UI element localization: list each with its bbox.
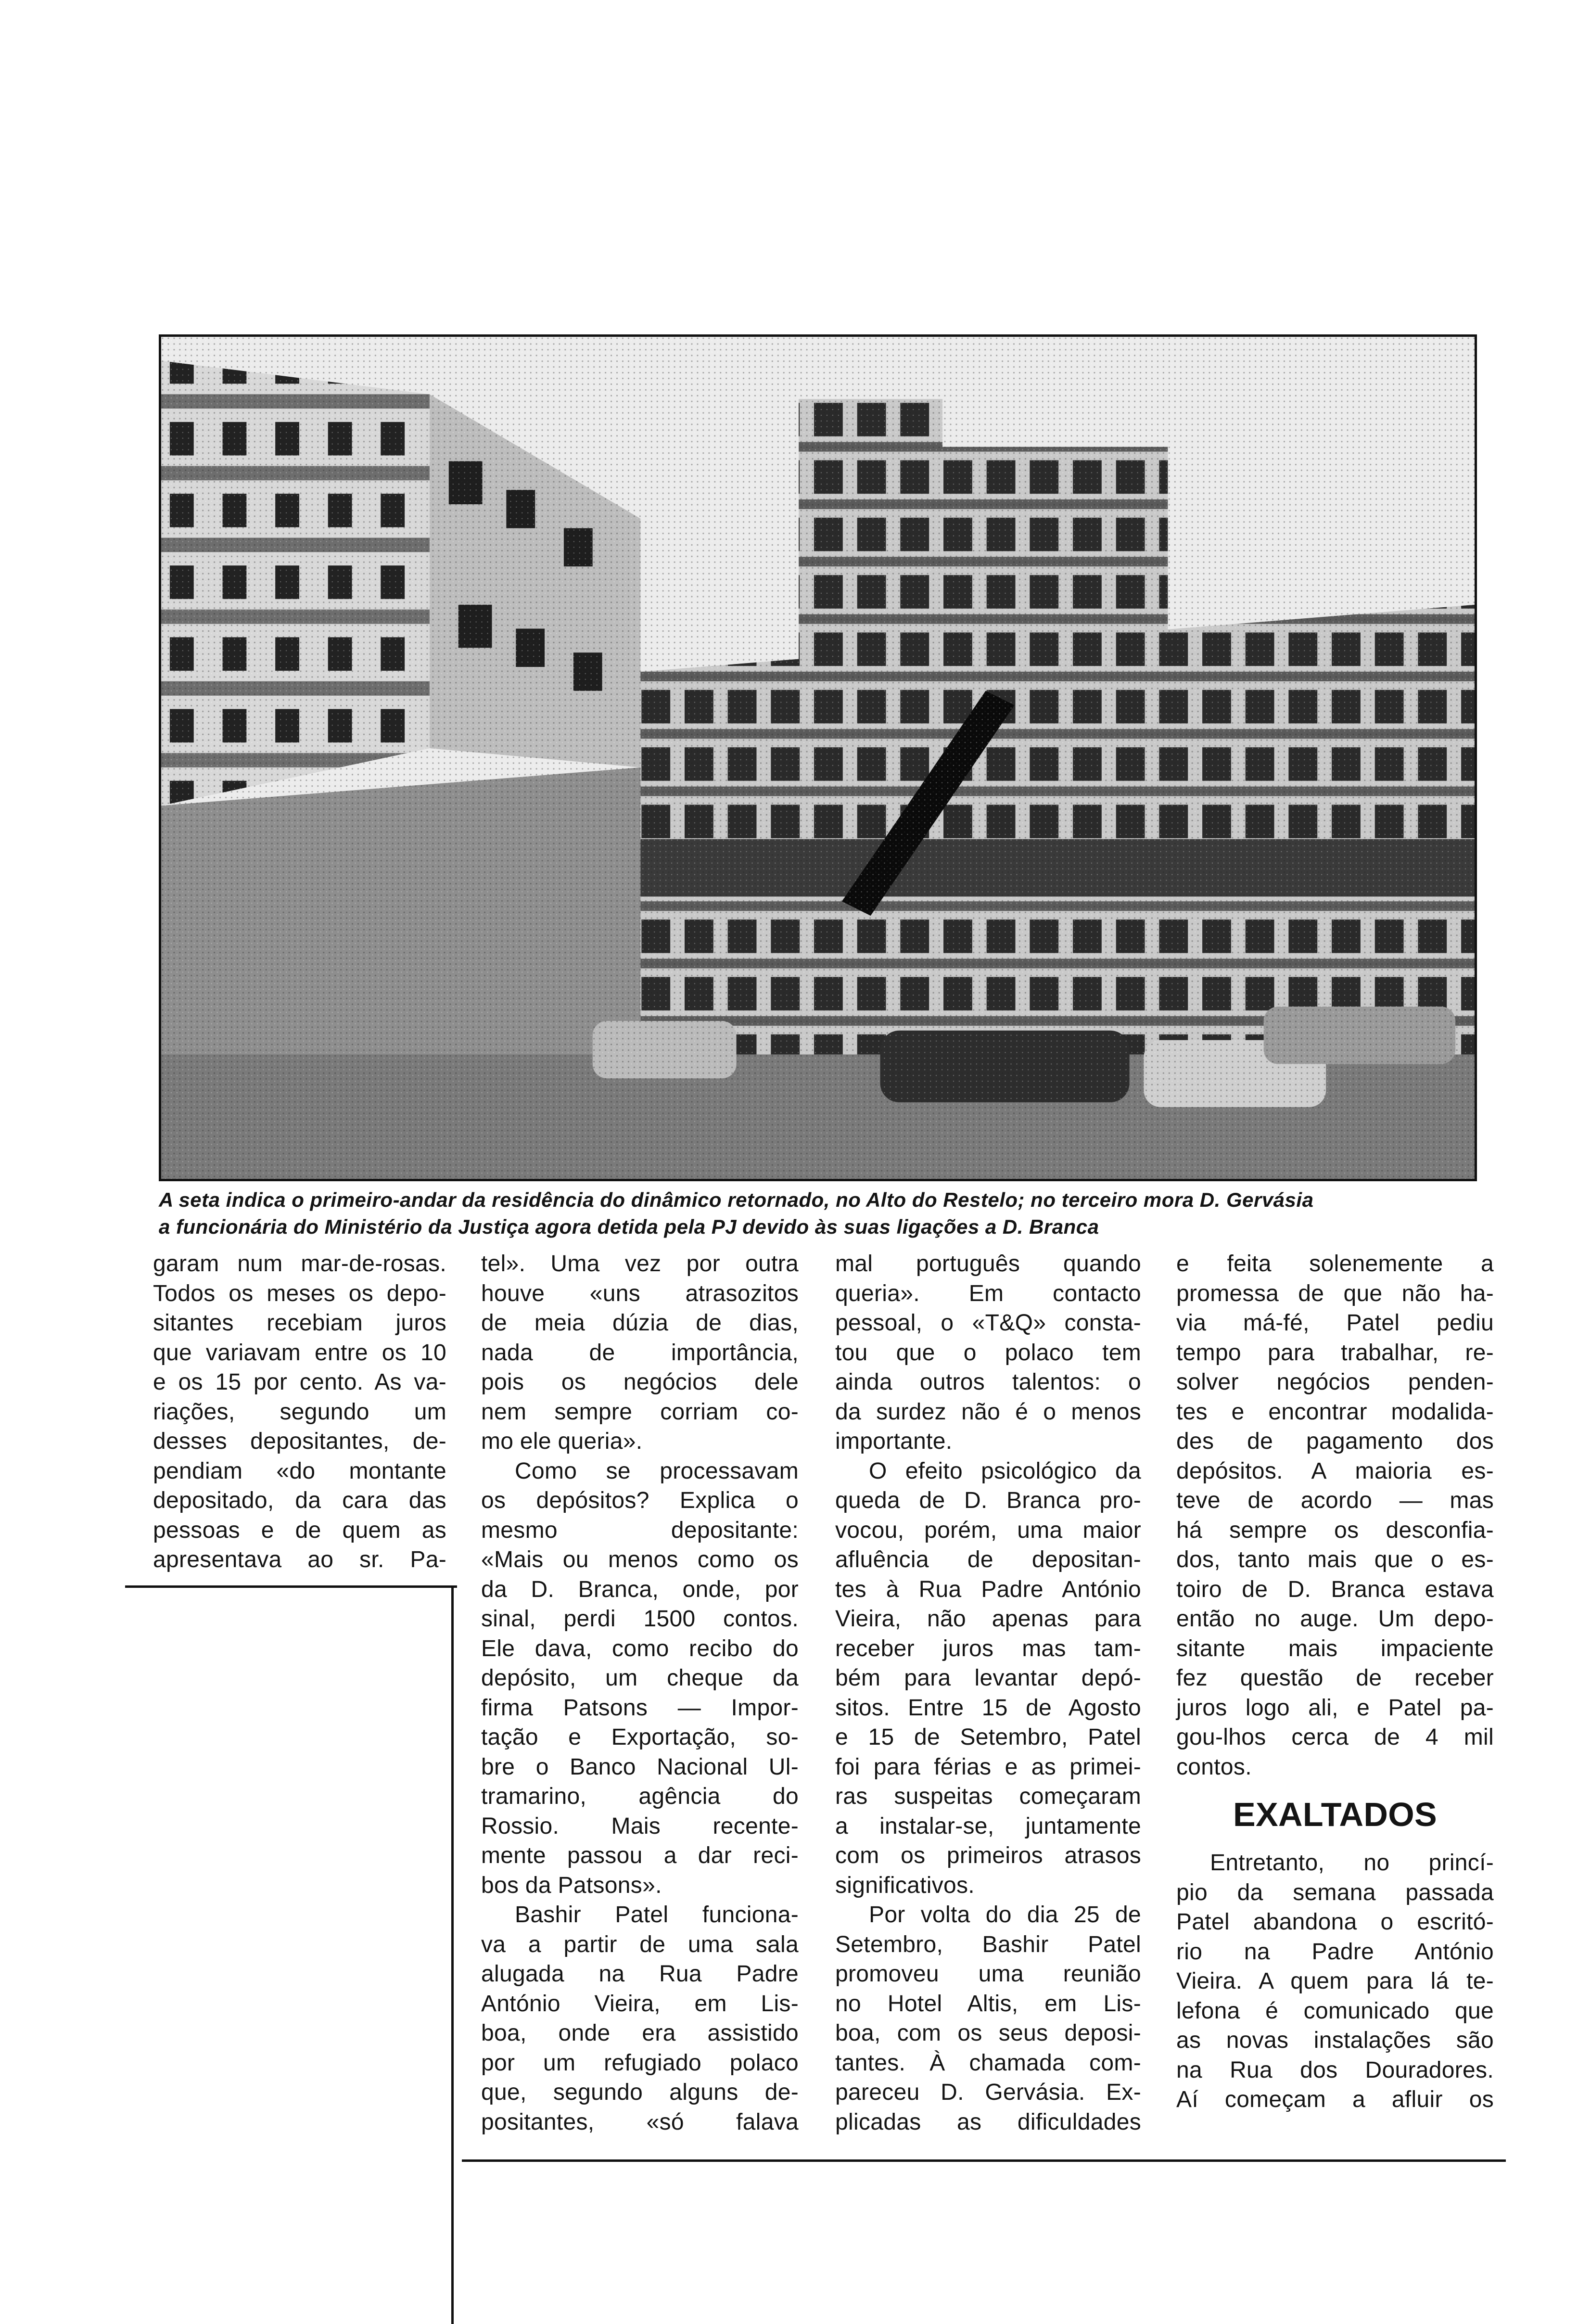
column-2 [481,1249,799,2137]
text-line: sitos. Entre 15 de Agosto [835,1695,1141,1721]
text-line: depósitos. A maioria es- [1176,1458,1494,1484]
article-bottom-rule [462,2159,1506,2162]
text-line: teve de acordo — mas [1176,1488,1494,1513]
text-line: tempo para trabalhar, re- [1176,1340,1494,1366]
text-line: há sempre os desconfia- [1176,1517,1494,1543]
text-line: sinal, perdi 1500 contos. [481,1606,799,1632]
column-1-bottom-rule [125,1585,457,1588]
text-line: bém para levantar depó- [835,1665,1141,1691]
text-line: vocou, porém, uma maior [835,1517,1141,1543]
text-line: apresentava ao sr. Pa- [153,1547,446,1572]
text-line: então no auge. Um depo- [1176,1606,1494,1632]
text-line: boa, com os seus deposi- [835,2020,1141,2046]
text-line: e 15 de Setembro, Patel [835,1724,1141,1750]
text-line: juros logo ali, e Patel pa- [1176,1695,1494,1721]
text-line: promessa de que não ha- [1176,1280,1494,1306]
text-line: no Hotel Altis, em Lis- [835,1991,1141,2017]
column-3 [835,1249,1141,2137]
text-line: mesmo depositante: [481,1517,799,1543]
text-line: alugada na Rua Padre [481,1961,799,1987]
text-line: tramarino, agência do [481,1784,799,1809]
text-line: firma Patsons — Impor- [481,1695,799,1721]
text-line: da D. Branca, onde, por [481,1576,799,1602]
text-line: importante. [835,1429,953,1454]
text-line: por um refugiado polaco [481,2050,799,2076]
text-line: Todos os meses os depo- [153,1280,446,1306]
text-line: pessoas e de quem as [153,1517,446,1543]
text-line: tel». Uma vez por outra [481,1251,799,1277]
text-line: que variavam entre os 10 [153,1340,446,1366]
text-line: dos, tanto mais que o es- [1176,1547,1494,1572]
news-photo [159,334,1477,1181]
column-divider [451,1588,454,2324]
text-line: Por volta do dia 25 de [869,1902,1141,1928]
text-line: afluência de depositan- [835,1547,1141,1572]
text-line: ras suspeitas começaram [835,1784,1141,1809]
text-line: pareceu D. Gervásia. Ex- [835,2080,1141,2105]
text-line: nem sempre corriam co- [481,1399,799,1425]
text-line: António Vieira, em Lis- [481,1991,799,2017]
text-line: positantes, «só falava [481,2109,799,2135]
caption-line: A seta indica o primeiro-andar da residência do dinâmico retornado, no Alto do Restelo; no terceiro mora D. Gervásia [159,1188,1314,1211]
text-line: via má-fé, Patel pediu [1176,1310,1494,1336]
text-line: que, segundo alguns de- [481,2080,799,2105]
text-line: significativos. [835,1872,975,1898]
text-line: Bashir Patel funciona- [515,1902,799,1928]
text-line: na Rua dos Douradores. [1176,2057,1494,2083]
text-line: ainda outros talentos: o [835,1369,1141,1395]
text-line: Entretanto, no princí- [1210,1850,1494,1876]
photo-caption [159,1187,1487,1240]
text-line: pois os negócios dele [481,1369,799,1395]
text-line: pessoal, o «T&Q» consta- [835,1310,1141,1336]
text-line: Rossio. Mais recente- [481,1813,799,1839]
text-line: a instalar-se, juntamente [835,1813,1141,1839]
text-line: Patel abandona o escritó- [1176,1909,1494,1935]
text-line: pendiam «do montante [153,1458,446,1484]
text-line: Ele dava, como recibo do [481,1635,799,1661]
text-line: fez questão de receber [1176,1665,1494,1691]
text-line: des de pagamento dos [1176,1429,1494,1454]
text-line: depositado, da cara das [153,1488,446,1513]
text-line: contos. [1176,1754,1252,1780]
text-line: desses depositantes, de- [153,1429,446,1454]
text-line: os depósitos? Explica o [481,1488,799,1513]
text-line: depósito, um cheque da [481,1665,799,1691]
text-line: lefona é comunicado que [1176,1998,1494,2024]
text-line: gou-lhos cerca de 4 mil [1176,1724,1494,1750]
text-line: solver negócios penden- [1176,1369,1494,1395]
text-line: Aí começam a afluir os [1176,2087,1494,2112]
text-line: va a partir de uma sala [481,1931,799,1957]
text-line: mente passou a dar reci- [481,1843,799,1868]
text-line: e feita solenemente a [1176,1251,1494,1277]
text-line: houve «uns atrasozitos [481,1280,799,1306]
photo-buildings-arrow-icon [161,337,1475,1179]
text-line: plicadas as dificuldades [835,2109,1141,2135]
text-line: riações, segundo um [153,1399,446,1425]
text-line: queda de D. Branca pro- [835,1488,1141,1513]
column-1 [153,1249,446,1575]
text-line: da surdez não é o menos [835,1399,1141,1425]
text-line: garam num mar-de-rosas. [153,1251,446,1277]
text-line: «Mais ou menos como os [481,1547,799,1572]
text-line: foi para férias e as primei- [835,1754,1141,1780]
text-line: bos da Patsons». [481,1872,662,1898]
text-line: sitantes recebiam juros [153,1310,446,1336]
caption-line: a funcionária do Ministério da Justiça agora detida pela PJ devido às suas ligações a D. Branca [159,1215,1099,1238]
text-line: bre o Banco Nacional Ul- [481,1754,799,1780]
text-line: mo ele queria». [481,1429,643,1454]
text-line: Vieira. A quem para lá te- [1176,1968,1494,1994]
text-line: pio da semana passada [1176,1879,1494,1905]
text-line: queria». Em contacto [835,1280,1141,1306]
text-line: sitante mais impaciente [1176,1635,1494,1661]
text-line: e os 15 por cento. As va- [153,1369,446,1395]
text-line: tou que o polaco tem [835,1340,1141,1366]
text-line: tes e encontrar modalida- [1176,1399,1494,1425]
text-line: Setembro, Bashir Patel [835,1931,1141,1957]
text-line: de meia dúzia de dias, [481,1310,799,1336]
text-line: O efeito psicológico da [869,1458,1141,1484]
text-line: tes à Rua Padre António [835,1576,1141,1602]
text-line: Vieira, não apenas para [835,1606,1141,1632]
text-line: boa, onde era assistido [481,2020,799,2046]
text-line: toiro de D. Branca estava [1176,1576,1494,1602]
text-line: as novas instalações são [1176,2028,1494,2053]
text-line: mal português quando [835,1251,1141,1277]
section-heading: EXALTADOS [1233,1796,1437,1833]
text-line: tantes. À chamada com- [835,2050,1141,2076]
text-line: receber juros mas tam- [835,1635,1141,1661]
text-line: nada de importância, [481,1340,799,1366]
text-line: tação e Exportação, so- [481,1724,799,1750]
column-4 [1176,1249,1494,2115]
text-line: rio na Padre António [1176,1939,1494,1965]
text-line: Como se processavam [515,1458,799,1484]
text-line: promoveu uma reunião [835,1961,1141,1987]
text-line: com os primeiros atrasos [835,1843,1141,1868]
